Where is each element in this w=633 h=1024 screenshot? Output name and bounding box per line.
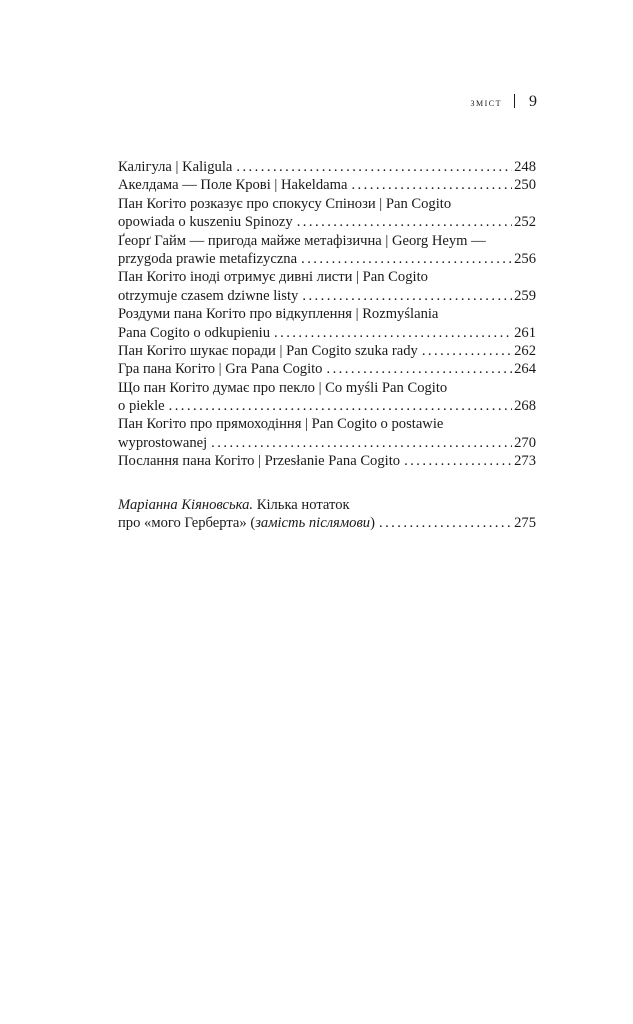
toc-entry-page: 264 <box>514 361 536 378</box>
toc-entry[interactable] <box>118 268 536 305</box>
toc-entry-page: 256 <box>514 250 536 267</box>
toc-entry-title-cont: wyprostowanej <box>118 434 208 451</box>
toc-entry-page: 270 <box>514 434 536 451</box>
toc-entry-title: Роздуми пана Когіто про відкуплення | Rozmyślania <box>118 306 439 323</box>
toc-entry[interactable] <box>118 452 536 470</box>
toc-entry[interactable] <box>118 195 536 232</box>
dot-leader <box>274 324 512 342</box>
afterword-title-italic: замість післямови <box>255 515 371 532</box>
toc-entry[interactable] <box>118 232 536 269</box>
toc-entry-page: 261 <box>514 324 536 341</box>
section-label: зміст <box>470 97 502 109</box>
toc-entry[interactable] <box>118 360 536 378</box>
toc-entry-page: 248 <box>514 159 536 175</box>
dot-leader <box>422 342 512 360</box>
dot-leader <box>301 250 512 268</box>
toc-entry-page: 252 <box>514 214 536 231</box>
toc-entry-title-cont: Pana Cogito o odkupieniu <box>118 324 271 341</box>
toc-entry[interactable] <box>118 176 536 194</box>
afterword-title-start: Кілька нотаток <box>253 497 350 513</box>
toc-entry-title: Пан Когіто розказує про спокусу Спінози | Pan Cogito <box>118 195 452 212</box>
dot-leader <box>302 287 512 305</box>
toc-entry-page: 268 <box>514 398 536 415</box>
toc-entry-title: Пан Когіто шукає поради | Pan Cogito szuka rady <box>118 342 418 359</box>
table-of-contents <box>118 158 536 471</box>
toc-entry[interactable] <box>118 342 536 360</box>
toc-entry-title-cont: opowiada o kuszeniu Spinozy <box>118 214 293 231</box>
afterword-title-line2 <box>118 514 375 532</box>
toc-entry-title: Що пан Когіто думає про пекло | Co myśli Pan Cogito <box>118 379 448 396</box>
dot-leader <box>326 360 512 378</box>
dot-leader <box>211 434 512 452</box>
toc-entry-page: 250 <box>514 177 536 194</box>
toc-entry-title: Пан Когіто про прямоходіння | Pan Cogito o postawie <box>118 416 444 433</box>
toc-entry[interactable] <box>118 305 536 342</box>
toc-entry-title: Ґеорґ Гайм — пригода майже метафізична | Georg Heym — <box>118 232 486 249</box>
dot-leader <box>404 452 512 470</box>
toc-entry-title: Калігула | Kaligula <box>118 159 233 175</box>
toc-entry-title-cont: o piekle <box>118 398 165 415</box>
afterword-entry[interactable] <box>118 496 536 533</box>
dot-leader <box>297 213 512 231</box>
dot-leader <box>169 397 513 415</box>
afterword-author: Маріанна Кіяновська. <box>118 497 254 513</box>
page-number: 9 <box>529 93 537 110</box>
dot-leader <box>351 176 512 194</box>
afterword-title-line1 <box>118 496 350 514</box>
toc-entry-title-cont: otrzymuje czasem dziwne listy <box>118 287 299 304</box>
running-head <box>470 92 537 111</box>
afterword-title-prefix: про «мого Герберта» ( <box>118 515 256 532</box>
dot-leader <box>379 514 512 532</box>
toc-entry-page: 262 <box>514 342 536 359</box>
toc-entry[interactable] <box>118 415 536 452</box>
toc-entry-title-cont: przygoda prawie metafizyczna <box>118 250 298 267</box>
afterword-page: 275 <box>514 515 536 532</box>
header-divider <box>514 94 515 108</box>
dot-leader <box>236 158 512 176</box>
toc-entry[interactable] <box>118 379 536 416</box>
toc-entry-title: Гра пана Когіто | Gra Pana Cogito <box>118 361 323 378</box>
toc-entry-page: 259 <box>514 287 536 304</box>
afterword-title-suffix: ) <box>370 515 375 532</box>
toc-entry-title: Акелдама — Поле Крові | Hakeldama <box>118 177 348 194</box>
toc-entry-title: Послання пана Когіто | Przesłanie Pana Cogito <box>118 453 401 470</box>
toc-entry[interactable] <box>118 158 536 176</box>
toc-entry-title: Пан Когіто іноді отримує дивні листи | Pan Cogito <box>118 269 428 286</box>
toc-entry-page: 273 <box>514 453 536 470</box>
